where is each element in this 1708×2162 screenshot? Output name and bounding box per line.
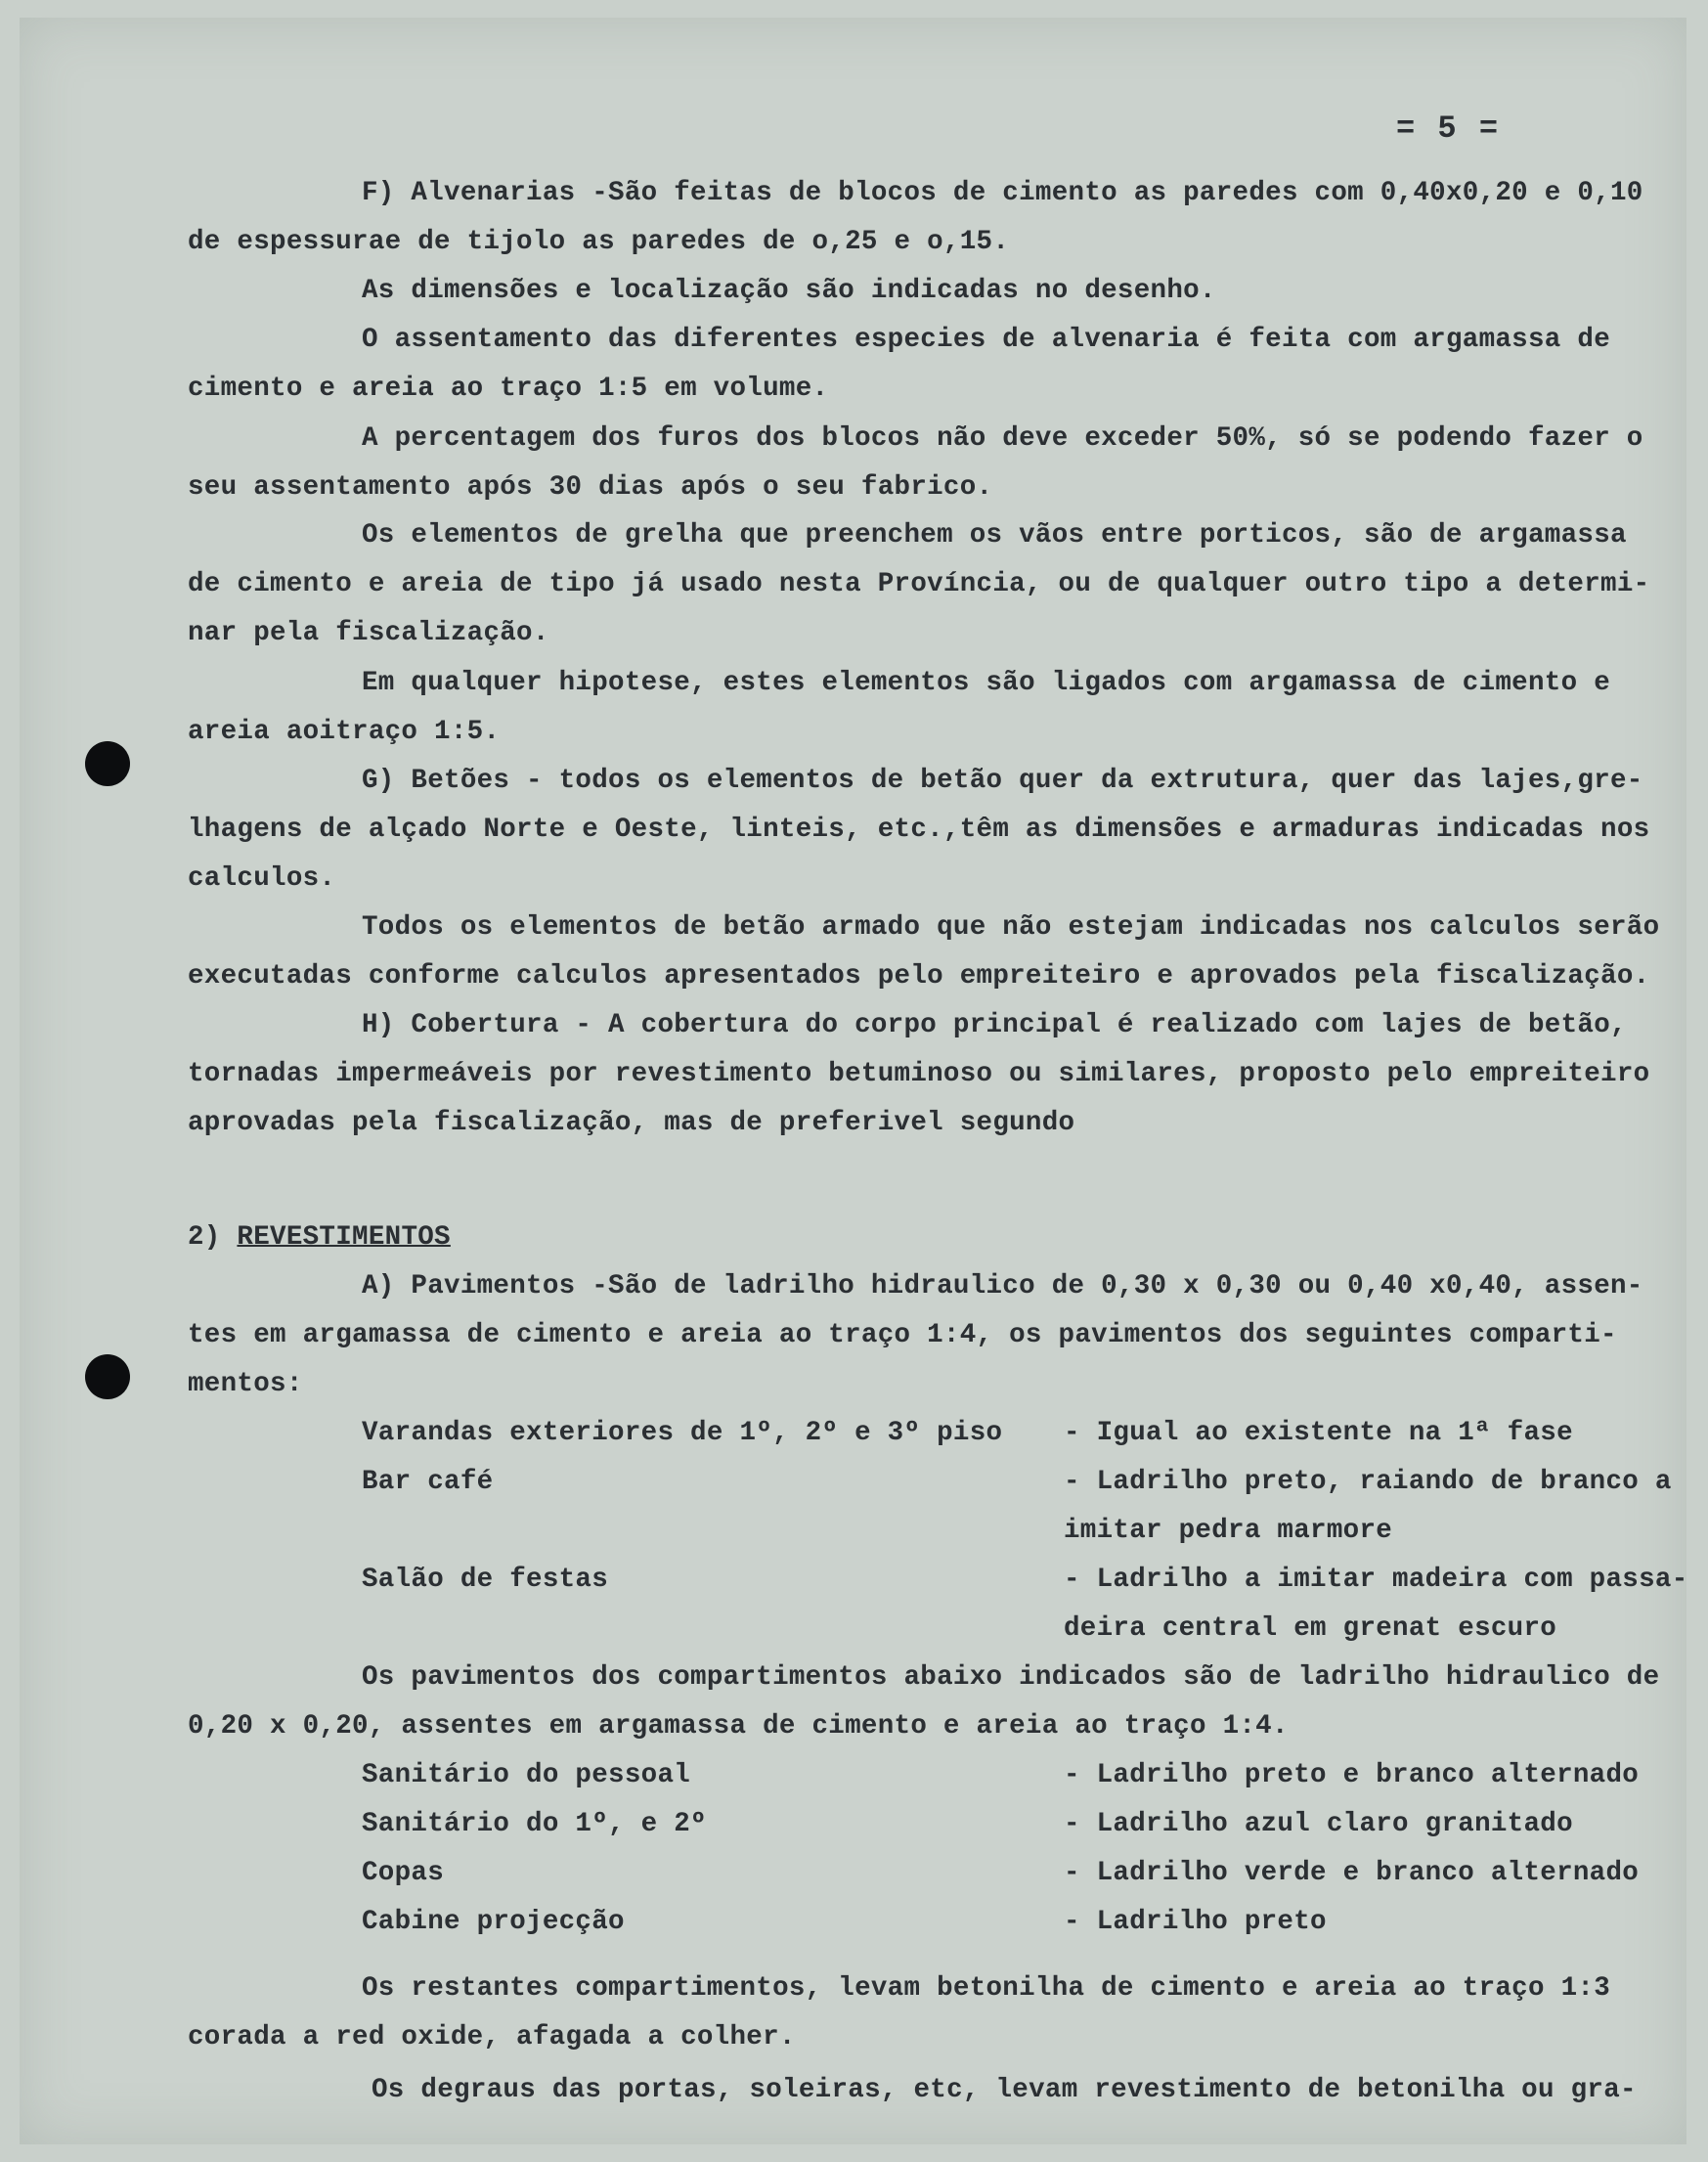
- text-line: de cimento e areia de tipo já usado nesta Província, ou de qualquer outro tipo a determi-: [188, 569, 1650, 599]
- text-line: Todos os elementos de betão armado que não estejam indicadas nos calculos serão: [362, 912, 1660, 943]
- text-line: A) Pavimentos -São de ladrilho hidraulico de 0,30 x 0,30 ou 0,40 x0,40, assen-: [362, 1271, 1643, 1302]
- text-line: seu assentamento após 30 dias após o seu fabrico.: [188, 472, 993, 503]
- text-line: O assentamento das diferentes especies de alvenaria é feita com argamassa de: [362, 325, 1611, 355]
- text-line: tornadas impermeáveis por revestimento betuminoso ou similares, proposto pelo empreiteiro: [188, 1059, 1650, 1089]
- floor-finish: deira central em grenat escuro: [1064, 1613, 1557, 1644]
- floor-finish: - Ladrilho a imitar madeira com passa-: [1064, 1565, 1688, 1595]
- page-number: = 5 =: [1396, 110, 1501, 147]
- floor-finish: - Ladrilho preto e branco alternado: [1064, 1760, 1640, 1790]
- room-name: Varandas exteriores de 1º, 2º e 3º piso: [362, 1418, 1003, 1448]
- room-name: Salão de festas: [362, 1565, 609, 1595]
- text-line: Os pavimentos dos compartimentos abaixo indicados são de ladrilho hidraulico de: [362, 1662, 1660, 1693]
- text-line: calculos.: [188, 863, 336, 894]
- floor-finish: - Ladrilho preto: [1064, 1907, 1327, 1937]
- text-line: Os elementos de grelha que preenchem os vãos entre porticos, são de argamassa: [362, 520, 1627, 551]
- room-name: Sanitário do 1º, e 2º: [362, 1809, 707, 1839]
- text-line: F) Alvenarias -São feitas de blocos de cimento as paredes com 0,40x0,20 e 0,10: [362, 178, 1643, 208]
- room-name: Cabine projecção: [362, 1907, 625, 1937]
- text-line: A percentagem dos furos dos blocos não deve exceder 50%, só se podendo fazer o: [362, 423, 1643, 454]
- room-name: Sanitário do pessoal: [362, 1760, 691, 1790]
- floor-finish: - Ladrilho preto, raiando de branco a: [1064, 1467, 1672, 1497]
- section-number: 2): [188, 1222, 238, 1253]
- text-line: As dimensões e localização são indicadas no desenho.: [362, 276, 1216, 306]
- text-line: 0,20 x 0,20, assentes em argamassa de cimento e areia ao traço 1:4.: [188, 1711, 1289, 1742]
- text-line: tes em argamassa de cimento e areia ao traço 1:4, os pavimentos dos seguintes comparti-: [188, 1320, 1617, 1350]
- section-heading: [188, 1222, 451, 1253]
- floor-finish: - Ladrilho azul claro granitado: [1064, 1809, 1573, 1839]
- room-name: Copas: [362, 1858, 445, 1888]
- text-line: corada a red oxide, afagada a colher.: [188, 2022, 796, 2052]
- section-title: REVESTIMENTOS: [237, 1222, 451, 1253]
- text-line: Em qualquer hipotese, estes elementos são ligados com argamassa de cimento e: [362, 668, 1611, 698]
- text-line: Os degraus das portas, soleiras, etc, levam revestimento de betonilha ou gra-: [372, 2075, 1637, 2105]
- text-line: G) Betões - todos os elementos de betão quer da extrutura, quer das lajes,gre-: [362, 766, 1643, 796]
- punch-hole: [85, 1354, 130, 1399]
- text-line: lhagens de alçado Norte e Oeste, linteis, etc.,têm as dimensões e armaduras indicadas nos: [188, 815, 1650, 845]
- text-line: aprovadas pela fiscalização, mas de preferivel segundo: [188, 1108, 1075, 1138]
- text-line: executadas conforme calculos apresentados pelo empreiteiro e aprovados pela fiscalização.: [188, 961, 1650, 992]
- text-line: cimento e areia ao traço 1:5 em volume.: [188, 374, 829, 404]
- text-line: H) Cobertura - A cobertura do corpo principal é realizado com lajes de betão,: [362, 1010, 1627, 1040]
- floor-finish: - Igual ao existente na 1ª fase: [1064, 1418, 1573, 1448]
- text-line: Os restantes compartimentos, levam betonilha de cimento e areia ao traço 1:3: [362, 1973, 1611, 2004]
- text-line: nar pela fiscalização.: [188, 618, 549, 648]
- text-line: areia aoitraço 1:5.: [188, 717, 501, 747]
- room-name: Bar café: [362, 1467, 494, 1497]
- text-line: mentos:: [188, 1369, 303, 1399]
- floor-finish: - Ladrilho verde e branco alternado: [1064, 1858, 1640, 1888]
- floor-finish: imitar pedra marmore: [1064, 1516, 1393, 1546]
- punch-hole: [85, 741, 130, 786]
- text-line: de espessurae de tijolo as paredes de o,25 e o,15.: [188, 227, 1010, 257]
